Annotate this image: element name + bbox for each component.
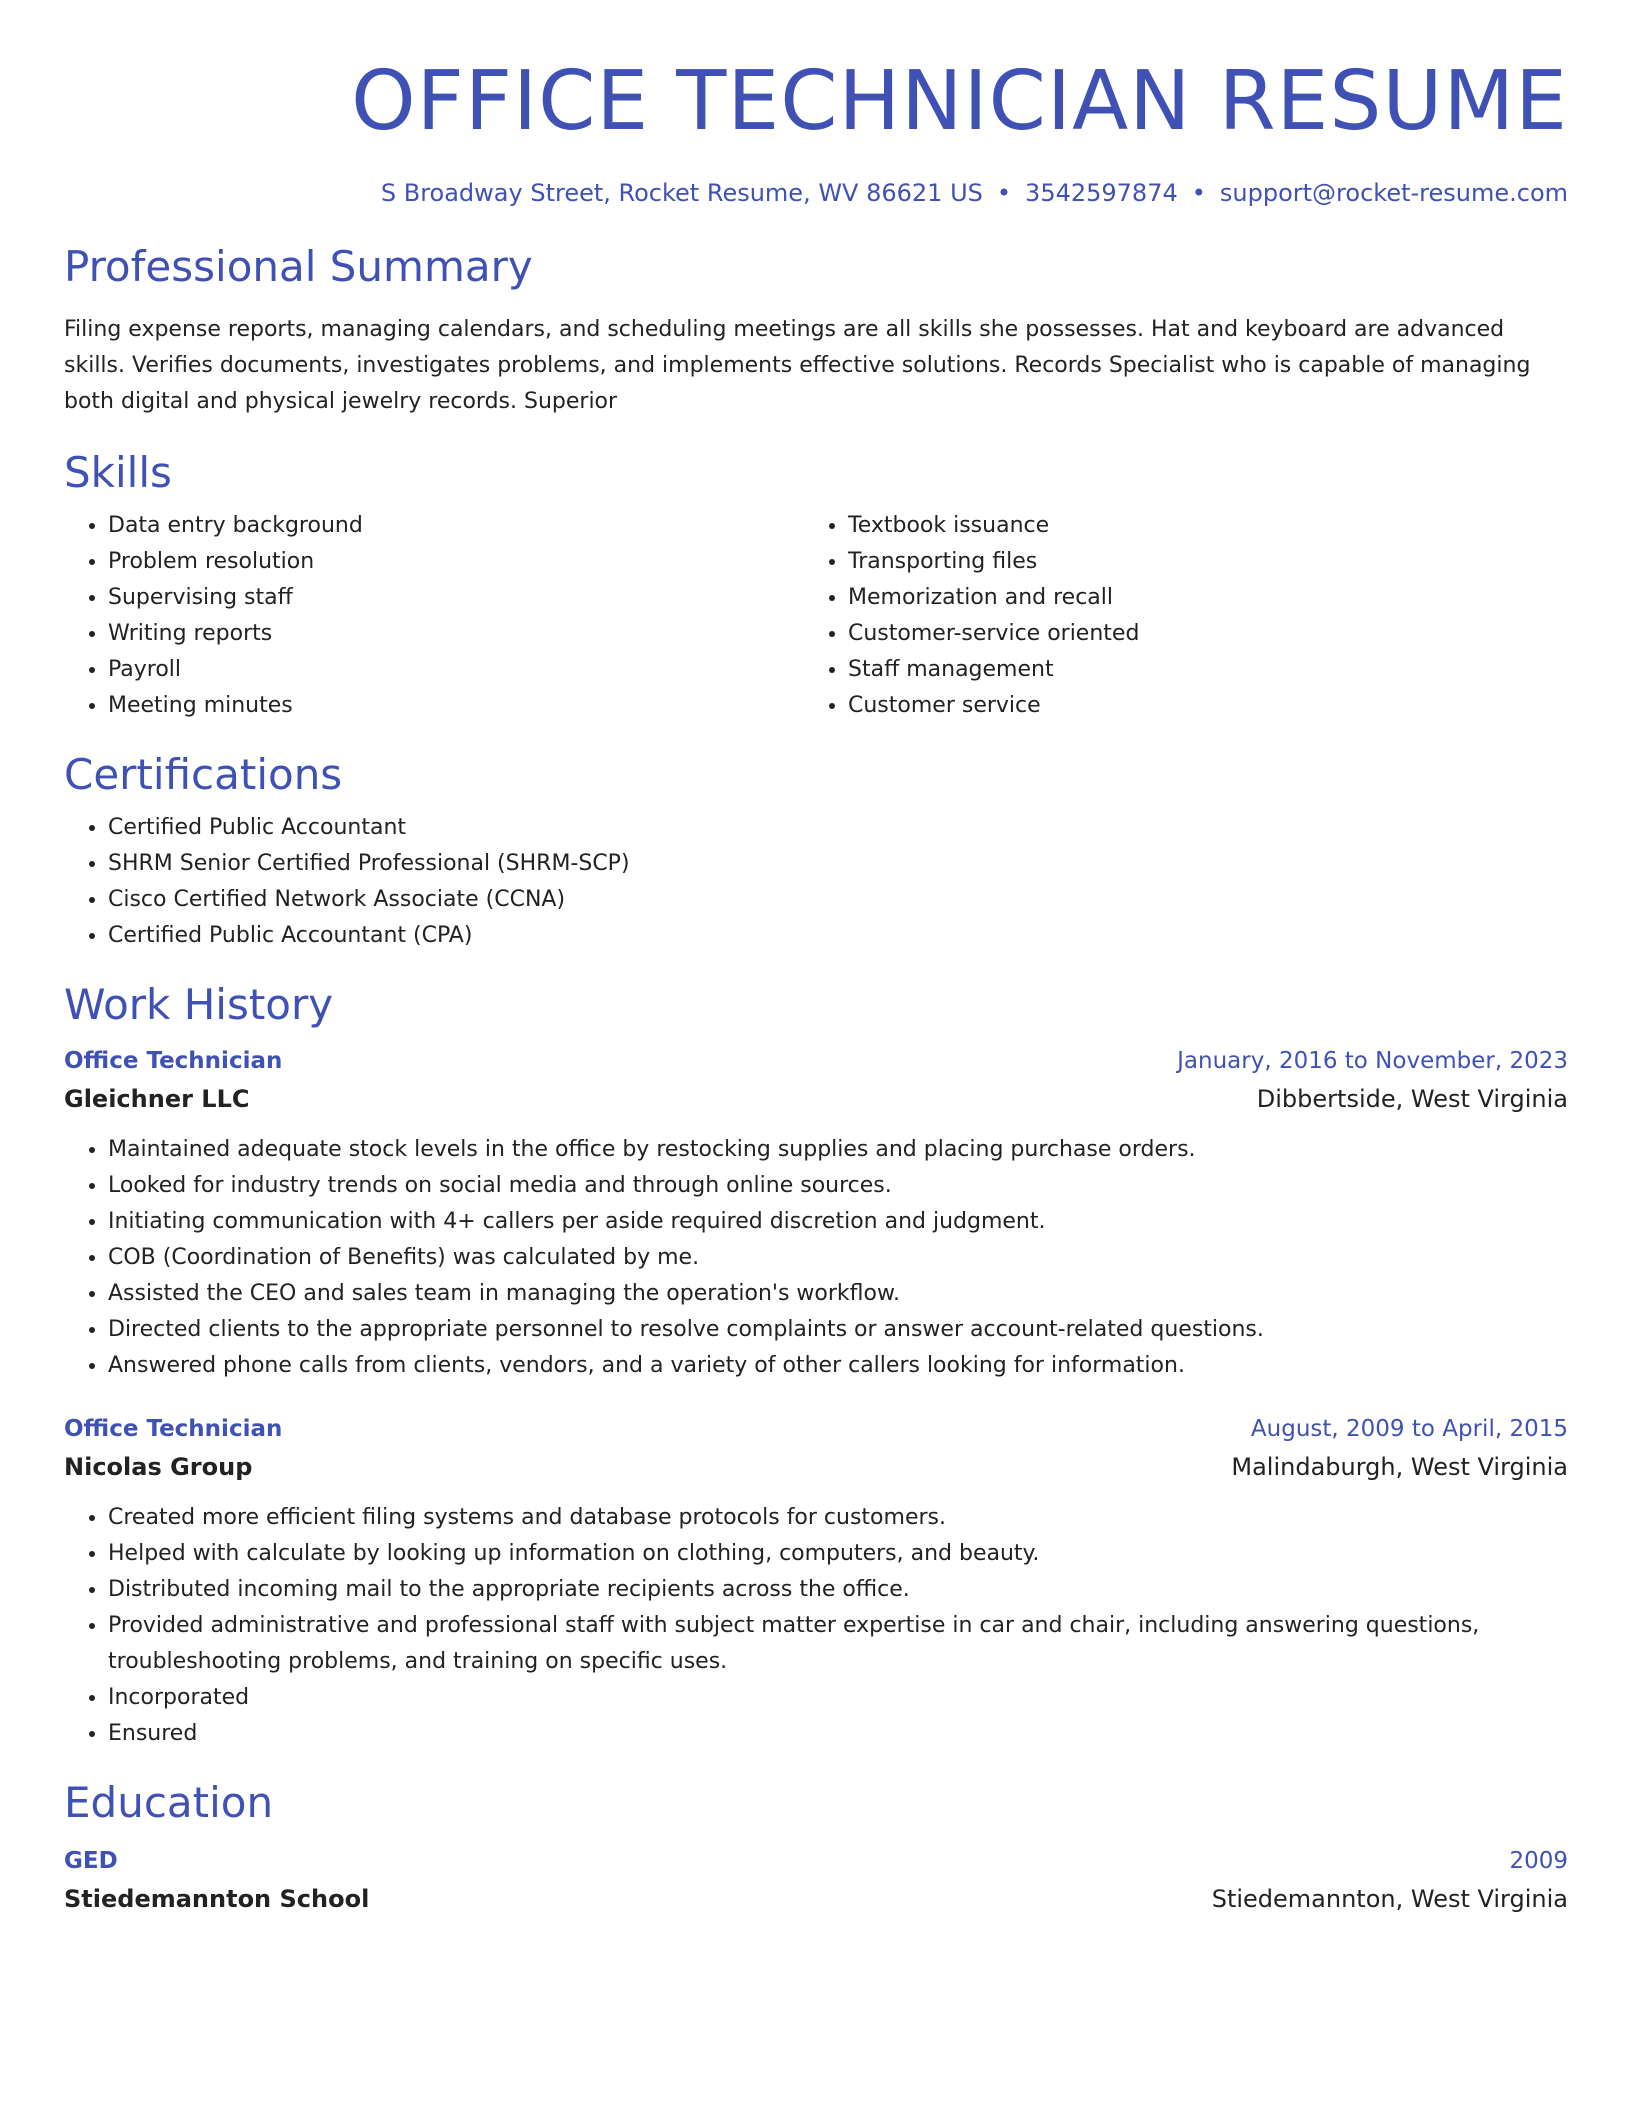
job-dates: January, 2016 to November, 2023 [1177, 1048, 1568, 1074]
education-section [64, 1776, 1568, 1918]
job-header-row [64, 1042, 1568, 1080]
phone-text: 3542597874 [1025, 179, 1178, 207]
job-title: Office Technician [64, 1416, 283, 1442]
job-header-row [64, 1410, 1568, 1448]
education-heading: Education [64, 1778, 274, 1827]
skills-column-right [804, 508, 1544, 724]
skill-item: • Transporting files [848, 544, 1544, 580]
contact-line [64, 176, 1568, 210]
job-entry [64, 1410, 1568, 1752]
skill-item: • Payroll [108, 652, 804, 688]
skill-item: • Problem resolution [108, 544, 804, 580]
skills-heading: Skills [64, 448, 172, 497]
certification-item: • Cisco Certified Network Associate (CCNA) [108, 882, 1568, 918]
separator-dot: • [1191, 179, 1206, 207]
skill-item: • Supervising staff [108, 580, 804, 616]
skills-section [64, 446, 1568, 724]
job-bullet: • Distributed incoming mail to the appropriate recipients across the office. [108, 1572, 1548, 1608]
job-bullet: • Ensured [108, 1716, 1548, 1752]
skill-item: • Data entry background [108, 508, 804, 544]
job-bullets [64, 1132, 1568, 1384]
certification-item: • Certified Public Accountant (CPA) [108, 918, 1568, 954]
separator-dot: • [996, 179, 1012, 207]
summary-section [64, 240, 1568, 420]
skill-item: • Meeting minutes [108, 688, 804, 724]
work-history-heading: Work History [64, 980, 334, 1029]
job-location: Dibbertside, West Virginia [1256, 1085, 1568, 1113]
job-bullet: • Helped with calculate by looking up information on clothing, computers, and beauty. [108, 1536, 1548, 1572]
skills-column-left [64, 508, 804, 724]
skill-item: • Customer-service oriented [848, 616, 1544, 652]
education-header-row [64, 1842, 1568, 1880]
job-dates: August, 2009 to April, 2015 [1250, 1416, 1568, 1442]
certifications-section [64, 748, 1568, 954]
job-company-row [64, 1080, 1568, 1118]
skill-item: • Customer service [848, 688, 1544, 724]
education-location: Stiedemannton, West Virginia [1211, 1885, 1568, 1913]
resume-title: OFFICE TECHNICIAN RESUME [351, 54, 1568, 149]
certifications-list [64, 810, 1568, 954]
email-link[interactable]: support@rocket-resume.com [1219, 179, 1568, 207]
job-bullet: • Incorporated [108, 1680, 1548, 1716]
job-bullet: • Answered phone calls from clients, vendors, and a variety of other callers looking for information. [108, 1348, 1568, 1384]
certification-item: • Certified Public Accountant [108, 810, 1568, 846]
job-bullet: • Provided administrative and professional staff with subject matter expertise in car and chair, including answering questions, troubleshooting problems, and training on specific uses. [108, 1608, 1548, 1680]
job-bullet: • Initiating communication with 4+ callers per aside required discretion and judgment. [108, 1204, 1568, 1240]
skills-columns [64, 508, 1568, 724]
education-entry [64, 1842, 1568, 1918]
job-location: Malindaburgh, West Virginia [1231, 1453, 1568, 1481]
certification-item: • SHRM Senior Certified Professional (SHRM-SCP) [108, 846, 1568, 882]
summary-text: Filing expense reports, managing calendars, and scheduling meetings are all skills she possesses. Hat and keyboard are advanced skills. Verifies documents, investigates problems, and implements effective solutions. Records Specialist who is capable of managing both digital and physical jewelry records. Superior [64, 317, 1531, 414]
work-history-section [64, 978, 1568, 1752]
education-degree: GED [64, 1848, 118, 1874]
job-entry [64, 1042, 1568, 1384]
job-bullet: • Maintained adequate stock levels in the office by restocking supplies and placing purchase orders. [108, 1132, 1568, 1168]
job-company: Gleichner LLC [64, 1085, 250, 1113]
education-year: 2009 [1509, 1848, 1568, 1874]
job-bullet: • Assisted the CEO and sales team in managing the operation's workflow. [108, 1276, 1568, 1312]
education-school: Stiedemannton School [64, 1885, 370, 1913]
job-bullet: • Created more efficient filing systems and database protocols for customers. [108, 1500, 1548, 1536]
job-bullet: • Directed clients to the appropriate personnel to resolve complaints or answer account-related questions. [108, 1312, 1568, 1348]
skill-item: • Textbook issuance [848, 508, 1544, 544]
skill-item: • Writing reports [108, 616, 804, 652]
address-text: S Broadway Street, Rocket Resume, WV 86621 US [380, 179, 983, 207]
skill-item: • Memorization and recall [848, 580, 1544, 616]
skill-item: • Staff management [848, 652, 1544, 688]
job-company-row [64, 1448, 1568, 1486]
job-bullet: • Looked for industry trends on social media and through online sources. [108, 1168, 1568, 1204]
education-school-row [64, 1880, 1568, 1918]
job-bullets [64, 1500, 1548, 1752]
certifications-heading: Certifications [64, 750, 343, 799]
summary-heading: Professional Summary [64, 242, 533, 291]
job-bullet: • COB (Coordination of Benefits) was calculated by me. [108, 1240, 1568, 1276]
job-company: Nicolas Group [64, 1453, 253, 1481]
job-title: Office Technician [64, 1048, 283, 1074]
